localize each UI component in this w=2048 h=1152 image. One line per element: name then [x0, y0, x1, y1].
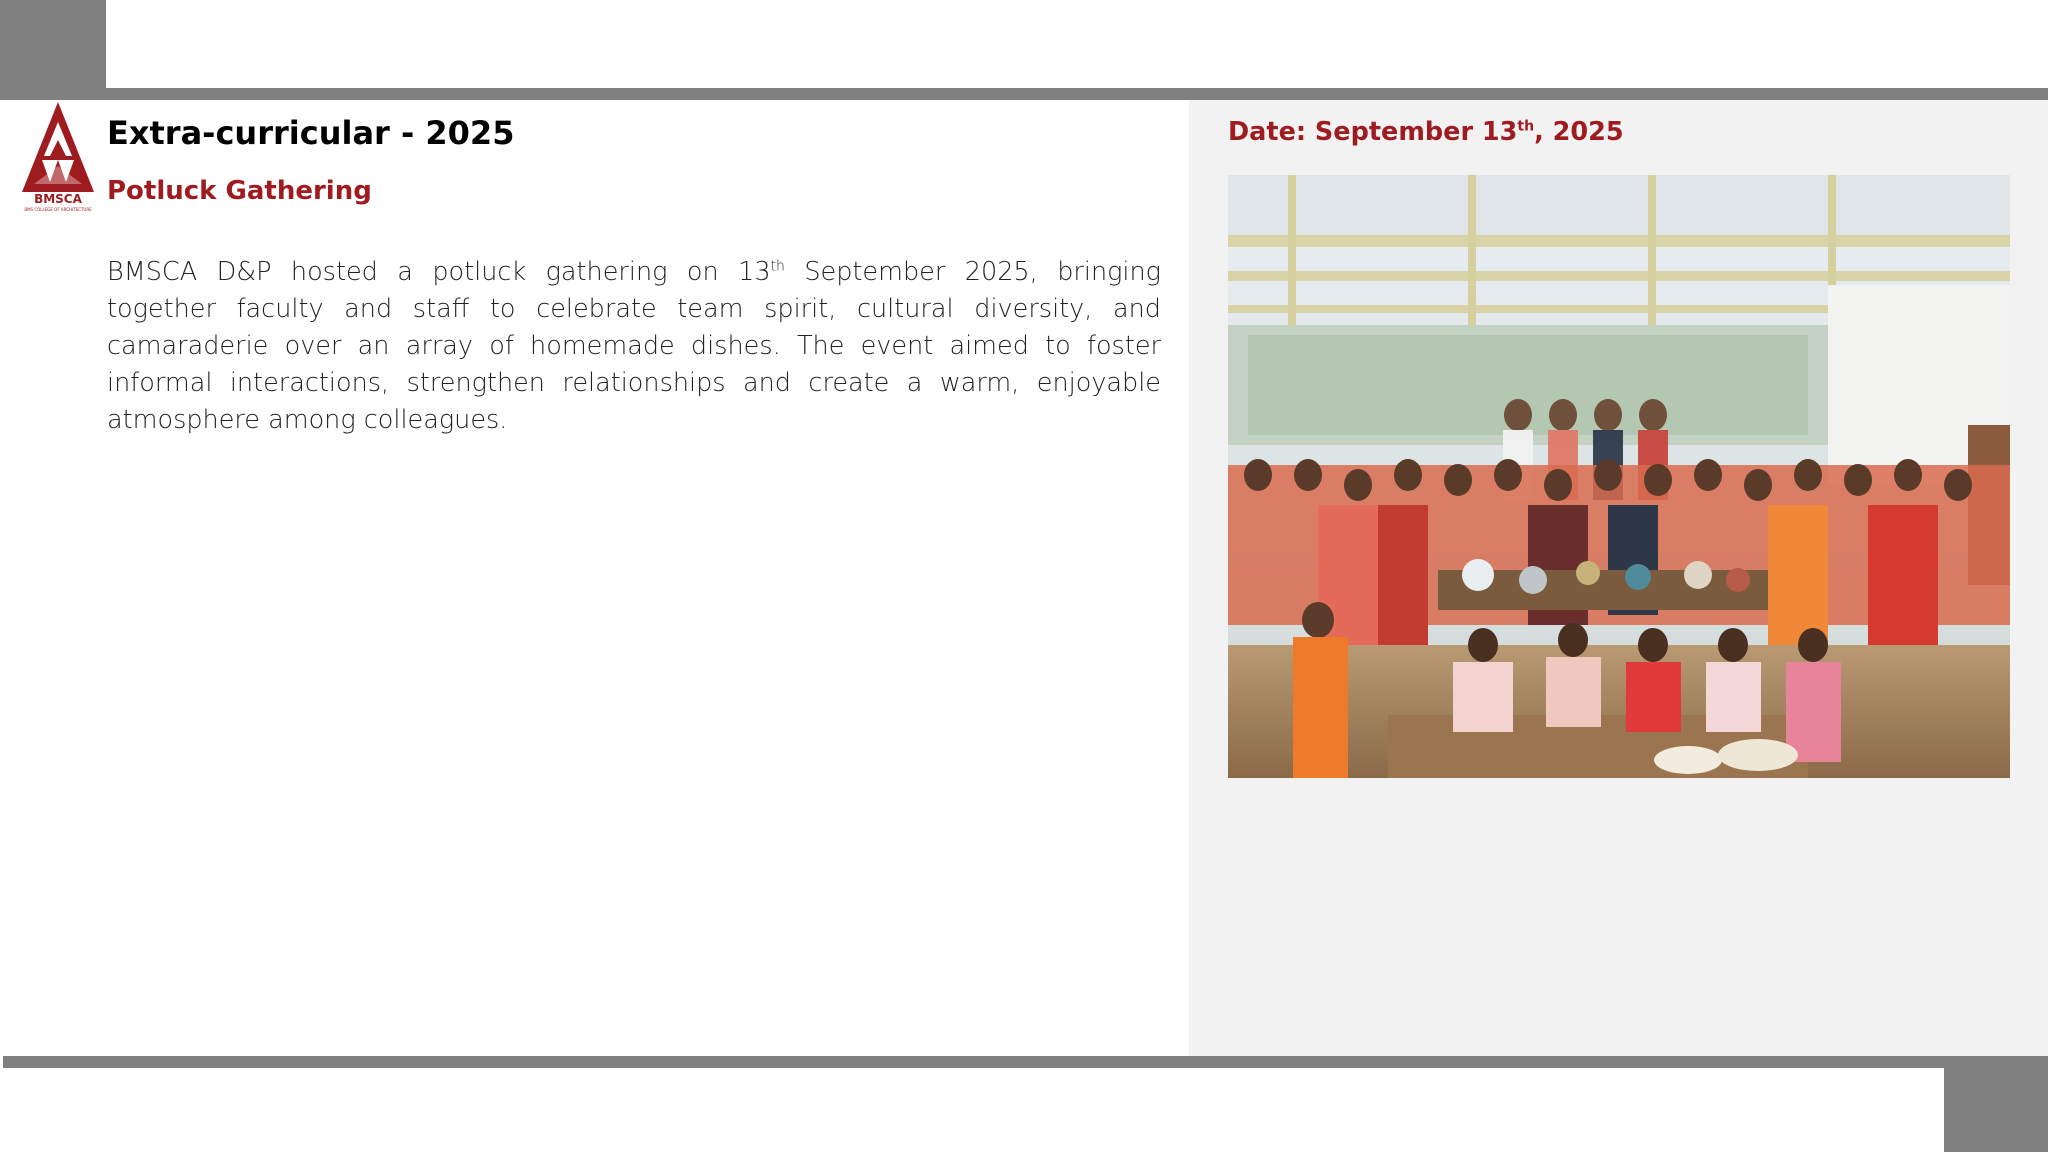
- event-date-suffix: , 2025: [1534, 117, 1624, 147]
- event-date-prefix: Date: September 13: [1228, 117, 1518, 147]
- bottom-band: [3, 1056, 2048, 1068]
- event-description-sup: th: [770, 258, 785, 275]
- event-description-part1: BMSCA D&P hosted a potluck gathering on 13: [107, 257, 771, 287]
- event-description: [107, 254, 1161, 439]
- top-left-corner-block: [0, 0, 106, 89]
- page-subtitle: Potluck Gathering: [107, 176, 372, 206]
- logo-text: BMSCA: [34, 192, 82, 206]
- event-date-sup: th: [1517, 118, 1535, 135]
- bmsca-logo-icon: [20, 100, 96, 212]
- event-date: [1228, 117, 1624, 147]
- page-title: Extra-curricular - 2025: [107, 114, 515, 152]
- top-band: [0, 88, 2048, 100]
- bottom-right-corner-block: [1944, 1068, 2048, 1152]
- group-photo: [1228, 175, 2010, 778]
- logo-tagline: BMS COLLEGE OF ARCHITECTURE: [24, 207, 92, 212]
- event-description-part2: September 2025, bringing together faculty and staff to celebrate team spirit, cultural diversity, and camaraderie over an array of homemade dishes. The event aimed to foster informal interactions, strengthen relationships and create a warm, enjoyable atmosphere among colleagues.: [107, 257, 1161, 435]
